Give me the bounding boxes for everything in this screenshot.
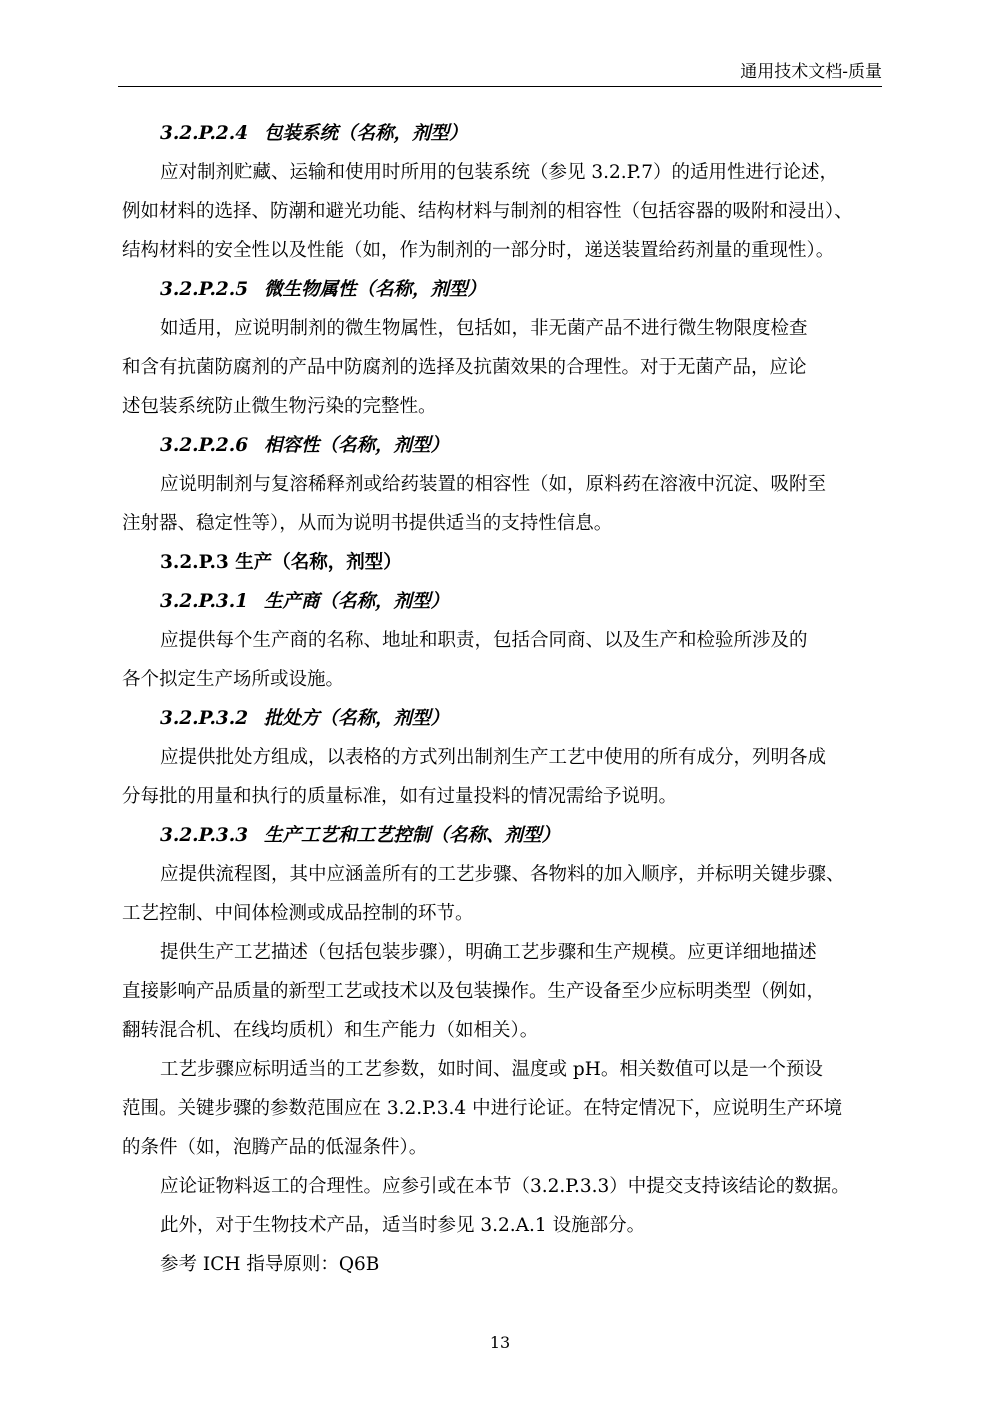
section-heading-3-2-p-3-3 [122,816,884,855]
page-footer [0,1333,1000,1352]
page-number: 13 [489,1333,511,1352]
section-heading-3-2-p-3-2 [122,699,884,738]
reference-line: 参考 ICH 指导原则：Q6B [160,1254,380,1275]
paragraph-line: 提供生产工艺描述（包括包装步骤），明确工艺步骤和生产规模。应更详细地描述 [160,942,817,963]
paragraph-line: 和含有抗菌防腐剂的产品中防腐剂的选择及抗菌效果的合理性。对于无菌产品，应论 [122,357,807,378]
page-header [118,62,882,87]
section-heading-3-2-p-2-4 [122,114,884,153]
section-title: 微生物属性（名称，剂型） [264,279,487,300]
section-title: 生产商（名称，剂型） [264,591,450,612]
paragraph-line: 的条件（如，泡腾产品的低湿条件）。 [122,1137,428,1158]
section-title: 生产工艺和工艺控制（名称、剂型） [264,825,561,846]
paragraph-line: 例如材料的选择、防潮和避光功能、结构材料与制剂的相容性（包括容器的吸附和浸出）、 [122,201,853,222]
section-number: 3.2.P.3.1 [160,591,249,612]
paragraph-line: 应提供每个生产商的名称、地址和职责，包括合同商、以及生产和检验所涉及的 [160,630,808,651]
section-title: 批处方（名称，剂型） [264,708,450,729]
paragraph-line: 此外，对于生物技术产品，适当时参见 3.2.A.1 设施部分。 [160,1215,646,1236]
section-heading-3-2-p-2-6 [122,426,884,465]
paragraph-line: 工艺控制、中间体检测或成品控制的环节。 [122,903,474,924]
section-number: 3.2.P.2.6 [160,435,249,456]
section-heading-3-2-p-3-1 [122,582,884,621]
section-heading-3-2-p-3: 3.2.P.3 生产（名称，剂型） [160,552,402,573]
section-number: 3.2.P.2.4 [160,123,249,144]
document-body [122,114,884,1284]
header-title: 通用技术文档-质量 [740,62,882,82]
section-number: 3.2.P.3.2 [160,708,249,729]
section-title: 相容性（名称，剂型） [264,435,450,456]
paragraph-line: 各个拟定生产场所或设施。 [122,669,345,690]
paragraph-line: 翻转混合机、在线均质机）和生产能力（如相关）。 [122,1020,539,1041]
paragraph-line: 述包装系统防止微生物污染的完整性。 [122,396,437,417]
paragraph-line: 结构材料的安全性以及性能（如，作为制剂的一部分时，递送装置给药剂量的重现性）。 [122,240,835,261]
paragraph-line: 范围。关键步骤的参数范围应在 3.2.P.3.4 中进行论证。在特定情况下，应说明生产环境 [122,1098,843,1119]
paragraph-line: 应对制剂贮藏、运输和使用时所用的包装系统（参见 3.2.P.7）的适用性进行论述， [160,162,839,183]
section-number: 3.2.P.3.3 [160,825,249,846]
paragraph-line: 分每批的用量和执行的质量标准，如有过量投料的情况需给予说明。 [122,786,678,807]
section-heading-3-2-p-2-5 [122,270,884,309]
paragraph-line: 如适用，应说明制剂的微生物属性，包括如，非无菌产品不进行微生物限度检查 [160,318,808,339]
section-title: 包装系统（名称，剂型） [264,123,468,144]
section-number: 3.2.P.2.5 [160,279,249,300]
paragraph-line: 应说明制剂与复溶稀释剂或给药装置的相容性（如，原料药在溶液中沉淀、吸附至 [160,474,827,495]
paragraph-line: 直接影响产品质量的新型工艺或技术以及包装操作。生产设备至少应标明类型（例如， [122,981,826,1002]
paragraph-line: 注射器、稳定性等），从而为说明书提供适当的支持性信息。 [122,513,613,534]
paragraph-line: 应论证物料返工的合理性。应参引或在本节（3.2.P.3.3）中提交支持该结论的数据。 [160,1176,850,1197]
paragraph-line: 应提供批处方组成，以表格的方式列出制剂生产工艺中使用的所有成分，列明各成 [160,747,827,768]
paragraph-line: 工艺步骤应标明适当的工艺参数，如时间、温度或 pH。相关数值可以是一个预设 [160,1059,823,1080]
paragraph-line: 应提供流程图，其中应涵盖所有的工艺步骤、各物料的加入顺序，并标明关键步骤、 [160,864,845,885]
